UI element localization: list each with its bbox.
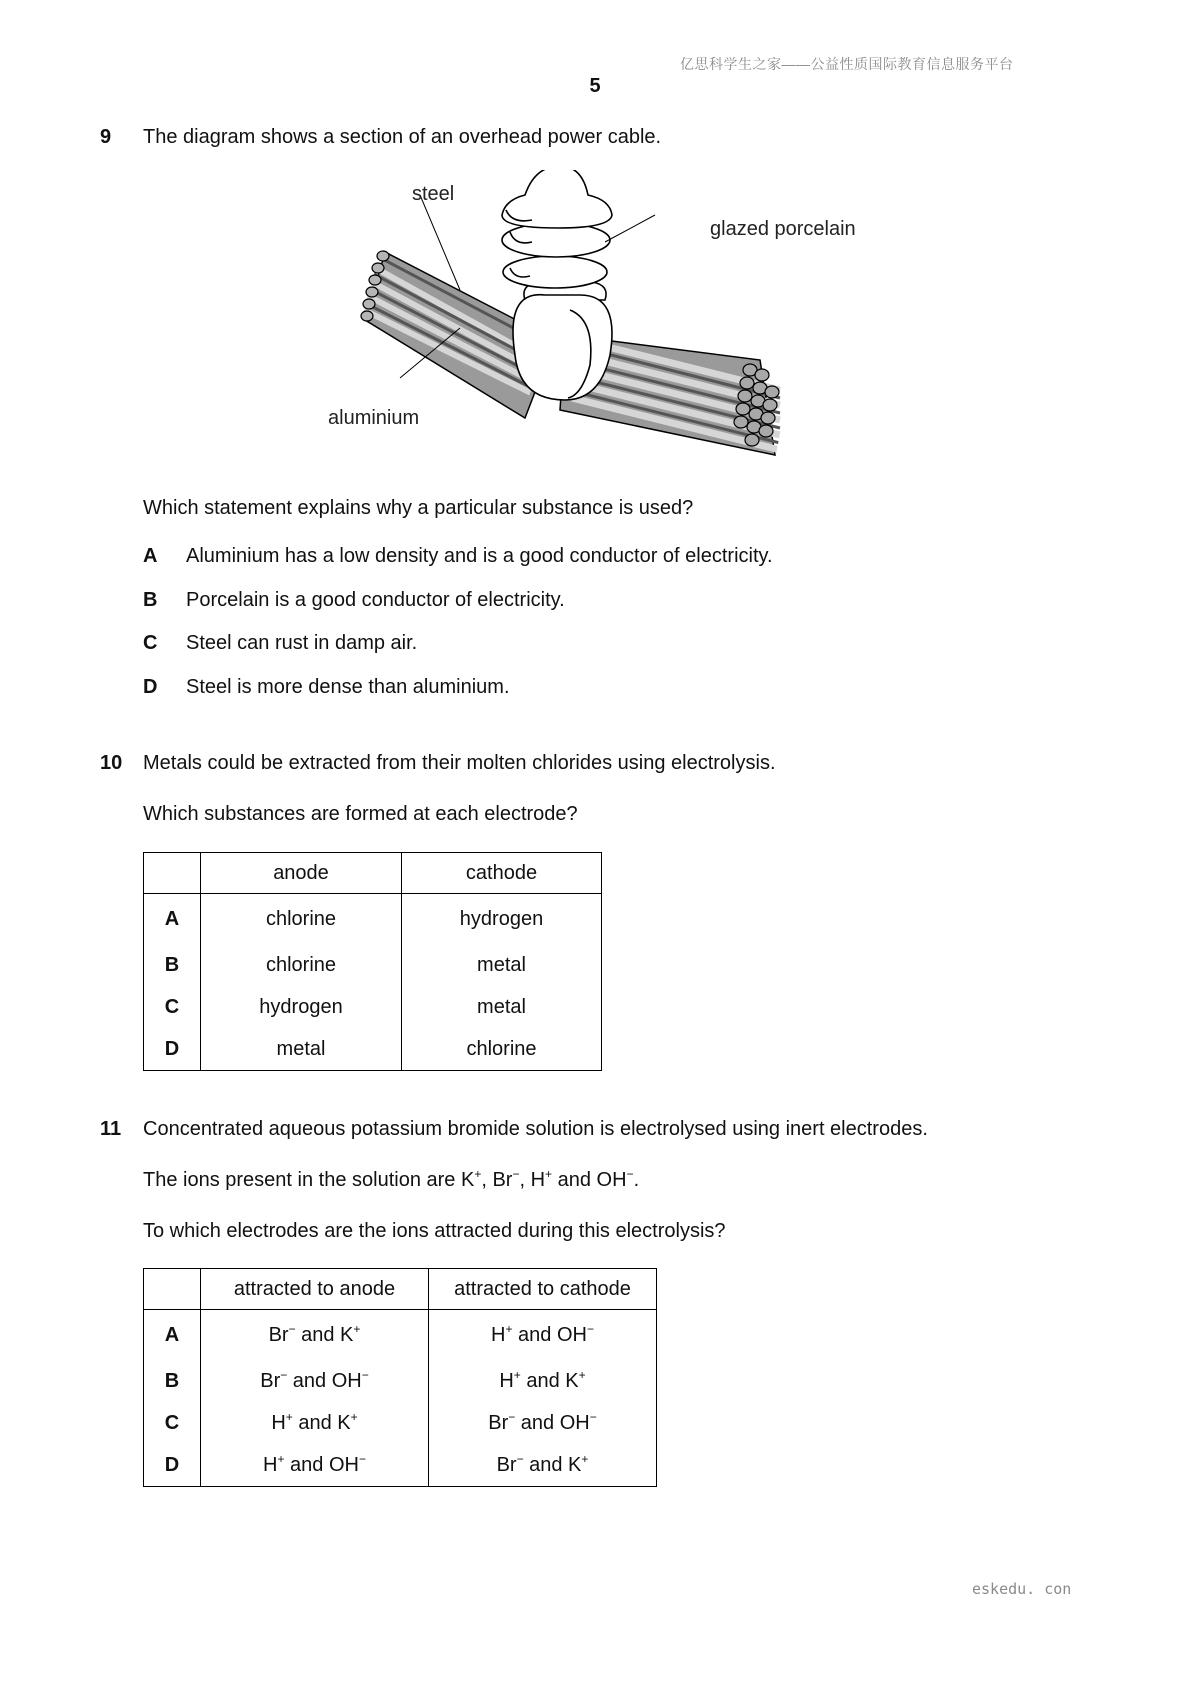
ions-sep: , xyxy=(481,1169,493,1191)
label-aluminium: aluminium xyxy=(328,407,420,429)
table-row xyxy=(144,944,602,986)
footer-site: eskedu. con xyxy=(972,1580,1072,1598)
table-row xyxy=(144,986,602,1028)
row-letter: D xyxy=(144,1444,201,1487)
row-letter: A xyxy=(144,894,201,945)
anode-cell: chlorine xyxy=(201,944,402,986)
question-11-intro: Concentrated aqueous potassium bromide solution is electrolysed using inert electrodes. xyxy=(143,1118,928,1140)
table-corner-cell xyxy=(144,853,201,894)
question-9-prompt: Which statement explains why a particular substance is used? xyxy=(143,497,694,519)
question-9-intro: The diagram shows a section of an overhead power cable. xyxy=(143,126,662,148)
ion-charge: − xyxy=(512,1167,520,1181)
porcelain-insulator xyxy=(502,170,612,400)
question-10-intro: Metals could be extracted from their molten chlorides using electrolysis. xyxy=(143,752,776,774)
cathode-cell: metal xyxy=(402,986,602,1028)
q9-option-letter: B xyxy=(143,589,158,611)
q9-option-d-text: Steel is more dense than aluminium. xyxy=(186,676,510,698)
q9-option-letter: A xyxy=(143,545,158,567)
table-header-row xyxy=(144,1269,657,1310)
watermark: 亿思科学生之家——公益性质国际教育信息服务平台 xyxy=(680,56,1014,72)
label-glazed-porcelain: glazed porcelain xyxy=(710,218,856,240)
ion-charge: + xyxy=(474,1167,482,1181)
q10-answer-table xyxy=(143,852,602,1071)
ion-h: H xyxy=(530,1169,546,1191)
cathode-cell: H+ and K+ xyxy=(429,1360,657,1402)
ion-oh: OH xyxy=(596,1169,627,1191)
question-11-ions-line xyxy=(143,1169,639,1192)
q9-option-b-text: Porcelain is a good conductor of electricity. xyxy=(186,589,565,611)
question-10-number: 10 xyxy=(100,752,123,774)
q9-option-letter: C xyxy=(143,632,158,654)
anode-cell: Br− and OH− xyxy=(201,1360,429,1402)
row-letter: B xyxy=(144,1360,201,1402)
table-header-cathode: attracted to cathode xyxy=(429,1269,657,1310)
row-letter: B xyxy=(144,944,201,986)
cathode-cell: Br− and OH− xyxy=(429,1402,657,1444)
table-header-anode: attracted to anode xyxy=(201,1269,429,1310)
cathode-cell: hydrogen xyxy=(402,894,602,945)
question-9-number: 9 xyxy=(100,126,112,148)
anode-cell: Br− and K+ xyxy=(201,1310,429,1361)
anode-cell: H+ and K+ xyxy=(201,1402,429,1444)
table-row xyxy=(144,1402,657,1444)
q11-answer-table xyxy=(143,1268,657,1487)
q9-option-letter: D xyxy=(143,676,158,698)
anode-cell: H+ and OH− xyxy=(201,1444,429,1487)
table-row xyxy=(144,894,602,945)
page-number: 5 xyxy=(589,75,601,97)
anode-cell: chlorine xyxy=(201,894,402,945)
label-steel: steel xyxy=(412,183,455,205)
q9-option-c-text: Steel can rust in damp air. xyxy=(186,632,418,654)
ion-charge: − xyxy=(626,1167,634,1181)
table-row xyxy=(144,1360,657,1402)
table-header-row xyxy=(144,853,602,894)
question-10-prompt: Which substances are formed at each electrode? xyxy=(143,803,578,825)
row-letter: C xyxy=(144,986,201,1028)
cathode-cell: metal xyxy=(402,944,602,986)
ions-prefix: The ions present in the solution are K xyxy=(143,1169,475,1191)
table-row xyxy=(144,1444,657,1487)
ions-sep: , xyxy=(519,1169,531,1191)
row-letter: C xyxy=(144,1402,201,1444)
table-row xyxy=(144,1028,602,1071)
row-letter: D xyxy=(144,1028,201,1071)
q9-option-a-text: Aluminium has a low density and is a good conductor of electricity. xyxy=(186,545,773,567)
cathode-cell: Br− and K+ xyxy=(429,1444,657,1487)
table-corner-cell xyxy=(144,1269,201,1310)
cathode-cell: chlorine xyxy=(402,1028,602,1071)
ions-and: and xyxy=(552,1169,597,1191)
anode-cell: hydrogen xyxy=(201,986,402,1028)
question-11-number: 11 xyxy=(100,1118,122,1140)
power-cable-diagram xyxy=(320,170,880,480)
ions-end: . xyxy=(633,1169,640,1191)
table-header-anode: anode xyxy=(201,853,402,894)
row-letter: A xyxy=(144,1310,201,1361)
anode-cell: metal xyxy=(201,1028,402,1071)
cathode-cell: H+ and OH− xyxy=(429,1310,657,1361)
table-row xyxy=(144,1310,657,1361)
ion-br: Br xyxy=(492,1169,513,1191)
question-11-prompt: To which electrodes are the ions attracted during this electrolysis? xyxy=(143,1220,726,1242)
table-header-cathode: cathode xyxy=(402,853,602,894)
ion-charge: + xyxy=(545,1167,553,1181)
